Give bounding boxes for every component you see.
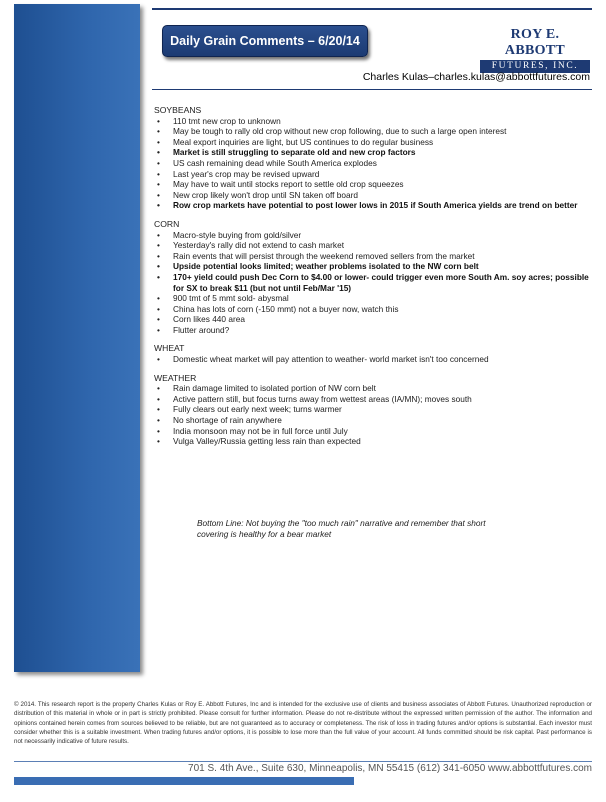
bullet-list bbox=[154, 354, 594, 365]
bullet-item: • China has lots of corn (-150 mmt) not a buyer now, watch this bbox=[154, 304, 594, 315]
company-logo bbox=[480, 27, 590, 71]
bottom-line-note: Bottom Line: Not buying the "too much rain" narrative and remember that short covering is healthy for a bear market bbox=[197, 518, 486, 539]
bullet-item: • US cash remaining dead while South America explodes bbox=[154, 158, 594, 169]
section-heading: CORN bbox=[154, 218, 180, 229]
legal-disclaimer: © 2014. This research report is the property Charles Kulas or Roy E. Abbott Futures, Inc and is intended for the exclusive use of clients and business associates of Abbott Futures. Unauthorized reproduction or distribution of this material in whole or in part is strictly prohibited. Please consult for further information. Please do not re-distribute without the expressed written permission of the author. The information and opinions contained herein comes from sources believed to be reliable, but are not guaranteed as to accuracy or completeness. The risk of loss in trading futures and/or options is substantial. Each investor must consider whether this is a suitable investment. When trading futures and/or options, it is possible to lose more than the full value of your account. All funds committed should be risk capital. Past performance is not necessarily indicative of future results. bbox=[14, 701, 592, 746]
bullet-item: • Flutter around? bbox=[154, 325, 594, 336]
section-heading: SOYBEANS bbox=[154, 105, 202, 115]
report-title bbox=[162, 25, 368, 57]
bullet-item: • 900 tmt of 5 mmt sold- abysmal bbox=[154, 293, 594, 304]
logo-subtitle: FUTURES, INC. bbox=[480, 60, 590, 73]
header-rule bbox=[152, 8, 592, 10]
bullet-list bbox=[154, 383, 594, 447]
bullet-list bbox=[154, 230, 594, 336]
bullet-item: • Row crop markets have potential to post lower lows in 2015 if South America yields are trend on better bbox=[154, 200, 594, 211]
commentary-body bbox=[154, 105, 594, 455]
bullet-list bbox=[154, 116, 594, 211]
footer-bar bbox=[14, 777, 354, 785]
section-heading: WHEAT bbox=[154, 343, 185, 354]
contact-rule bbox=[152, 89, 592, 90]
section-soybeans bbox=[154, 105, 594, 211]
bullet-item: • Corn likes 440 area bbox=[154, 314, 594, 325]
bullet-item: • Market is still struggling to separate old and new crop factors bbox=[154, 147, 594, 158]
report-title-text: Daily Grain Comments – 6/20/14 bbox=[170, 34, 360, 48]
bullet-item: • Yesterday's rally did not extend to cash market bbox=[154, 240, 594, 251]
bullet-item: • Last year's crop may be revised upward bbox=[154, 169, 594, 180]
bullet-item: • No shortage of rain anywhere bbox=[154, 415, 594, 426]
bullet-item: • Fully clears out early next week; turns warmer bbox=[154, 404, 594, 415]
footer-address: 701 S. 4th Ave., Suite 630, Minneapolis, MN 55415 (612) 341-6050 www.abbottfutures.com bbox=[188, 763, 592, 774]
bullet-item: • May be tough to rally old crop without new crop following, due to such a large open interest bbox=[154, 126, 594, 137]
bullet-item: • Rain damage limited to isolated portion of NW corn belt bbox=[154, 383, 594, 394]
footer-rule bbox=[14, 761, 592, 762]
bullet-item: • Upside potential looks limited; weather problems isolated to the NW corn belt bbox=[154, 261, 594, 272]
bullet-item: • Active pattern still, but focus turns away from wettest areas (IA/MN); moves south bbox=[154, 394, 594, 405]
decorative-sidebar bbox=[14, 4, 140, 672]
section-wheat bbox=[154, 343, 594, 364]
bullet-item: • Vulga Valley/Russia getting less rain than expected bbox=[154, 436, 594, 447]
bullet-item: • May have to wait until stocks report to settle old crop squeezes bbox=[154, 179, 594, 190]
bullet-item: • Macro-style buying from gold/silver bbox=[154, 230, 594, 241]
logo-name: ROY E. ABBOTT bbox=[504, 27, 566, 58]
bullet-item: • Domestic wheat market will pay attention to weather- world market isn't too concerned bbox=[154, 354, 594, 365]
section-corn bbox=[154, 219, 594, 336]
bullet-item: • Rain events that will persist through the weekend removed sellers from the market bbox=[154, 251, 594, 262]
section-heading: WEATHER bbox=[154, 372, 197, 383]
section-weather bbox=[154, 373, 594, 447]
bullet-item: • New crop likely won't drop until SN taken off board bbox=[154, 190, 594, 201]
bullet-item: • 110 tmt new crop to unknown bbox=[154, 116, 594, 127]
bullet-item: • 170+ yield could push Dec Corn to $4.00 or lower- could trigger even more South Am. soy acres; possible for SX to break $11 (but not until Feb/Mar '15) bbox=[154, 272, 594, 293]
author-contact: Charles Kulas–charles.kulas@abbottfutures.com bbox=[362, 71, 590, 83]
bullet-item: • Meal export inquiries are light, but US continues to do regular business bbox=[154, 137, 594, 148]
bullet-item: • India monsoon may not be in full force until July bbox=[154, 426, 594, 437]
